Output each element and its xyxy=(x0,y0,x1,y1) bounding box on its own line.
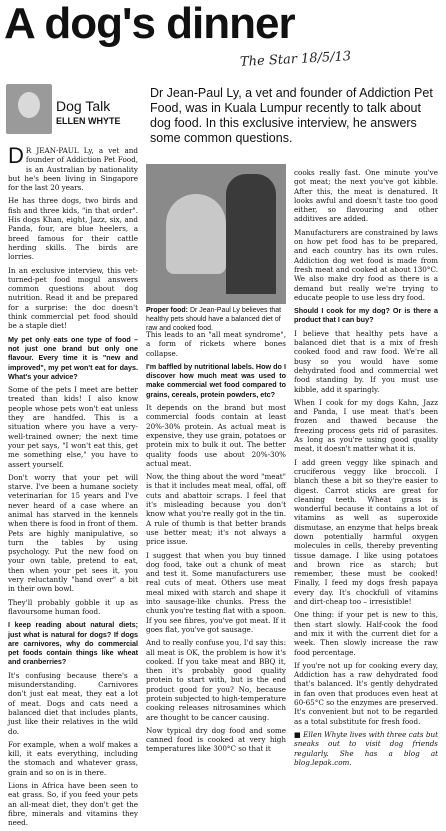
paragraph: Lions in Africa have been seen to eat grass. So, if you feed your pets an all-meat diet, they don't get the fibre, minerals and vitamins they need. xyxy=(8,781,138,828)
paragraph: Now, the thing about the word "meat" is that it includes meat meal, offal, off cuts and abattoir scraps. I feel that it's misleading because you don't know what you're really got in the tin. A rule of thumb is that better brands use better meat; it's not always a price issue. xyxy=(146,472,286,547)
paragraph: I suggest that when you buy tinned dog food, take out a chunk of meat and test it. Some manufacturers use real cuts of meat. Others use meat meal mixed with starch and shape it into sausage-like chunks. Press the chunk you're testing flat with a spoon. If you see fibres, you've got meat. If it goes flat, you've got sausage. xyxy=(146,550,286,634)
paragraph: R JEAN-PAUL Ly, a vet and founder of Addiction Pet Food, is an Australian by nationality but he's been living in Singapore for the last 20 years. xyxy=(8,146,138,193)
handwritten-note: The Star 18/5/13 xyxy=(239,49,352,70)
caption-label: Proper food: xyxy=(146,307,188,314)
intro-paragraph: Dr Jean-Paul Ly, a vet and founder of Addiction Pet Food, was in Kuala Lumpur recently to talk about dog food. In this exclusive interview, he answers some common questions. xyxy=(150,86,433,145)
paragraph: If you're not up for cooking every day, Addiction has a raw dehydrated food that's balanced. It's gently dehydrated in fan oven that produces even heat at 60-65°C so the enzymes are preserved. It's convenient but not to be regarded as a total substitute for fresh food. xyxy=(294,660,438,726)
paragraph: I add green veggy like spinach and cruciferous veggy like broccoli. I blanch these a bit so they're easier to digest. Carrot sticks are great for cleaning teeth. Wheat grass is wonderful because it contains a lot of vitamins as well as superoxide dismutase, an enzyme that helps break down potentially harmful oxygen molecules in cells, thereby preventing tissue damage. I like using potatoes and brown rice as starch; but remember, these must be cooked! Finally, I feed my dogs fresh papaya every day. It's chockfull of vitamins and dirt-cheap too – irresistible! xyxy=(294,457,438,607)
question: I keep reading about natural diets; just what is natural for dogs? If dogs are carnivores, why do commercial pet foods contain things like wheat and cranberries? xyxy=(8,620,138,667)
paragraph: It depends on the brand but most commercial foods contain at least 20%-30% protein. As actual meat is expensive, they use grain, potatoes or protein mix to bulk it out. The better quality foods use about 20%-30% actual meat. xyxy=(146,403,286,468)
paragraph: I believe that healthy pets have a balanced diet that is a mix of fresh cooked food and raw food. We're all busy so you would have some dehydrated food and commercial wet food standing by. If you must use kibble, add it sparingly. xyxy=(294,328,438,394)
paragraph: Some of the pets I meet are better treated than kids! I also know people whose pets won't eat unless they are handfed. This is a situation where you have a very-well-trained owner; the next time your pet says, "I won't eat this, get me something else," you have to assert yourself. xyxy=(8,385,138,469)
paragraph: Manufacturers are constrained by laws on how pet food has to be prepared, and each country has its own rules. Addiction dog wet food is made from fresh meat and cooked at about 130°C. We also make dry food as there is a demand but really we're trying to educate people to use less dry food. xyxy=(294,227,438,302)
column-3 xyxy=(294,168,438,771)
author-name: ELLEN WHYTE xyxy=(56,116,121,126)
caption-text: Dr Jean-Paul Ly believes that healthy pets should have a balanced diet of raw and cooked food. xyxy=(146,307,282,332)
question: My pet only eats one type of food – not just one brand but only one flavour. Every time it is "new and improved", my pet won't eat for days. What's your advice? xyxy=(8,334,138,381)
author-bio: ■ Ellen Whyte lives with three cats but sneaks out to visit dog friends regularly. She has a blog at blog.lepak.com. xyxy=(294,729,438,767)
column-1 xyxy=(8,143,138,831)
paragraph: This leads to an "all meat syndrome", a form of rickets where bones collapse. xyxy=(146,330,286,358)
question: I'm baffled by nutritional labels. How do I discover how much meat was used to make commercial wet food compared to grains, cereals, protein powders, etc? xyxy=(146,361,286,399)
paragraph: He has three dogs, two birds and fish and three kids, "in that order". His dogs Khan, eight, Jazz, six, and Panda, four, are blue heelers, a breed famous for their cattle herding skills. The birds are lorries. xyxy=(8,196,138,262)
byline xyxy=(6,76,146,136)
person-figure xyxy=(226,174,276,294)
paragraph: Now typical dry dog food and some canned food is cooked at very high temperatures like 300°C so that it xyxy=(146,725,286,754)
paragraph: One thing: if your pet is new to this, then start slowly. Half-cook the food and mix it with the current diet for a week. Then slowly increase the raw food percentage. xyxy=(294,610,438,657)
paragraph: It's confusing because there's a misunderstanding. Carnivores don't just eat meat, they eat a lot of meat. Dogs and cats need a balanced diet that includes plants, just like their relatives in the wild do. xyxy=(8,670,138,736)
vet-with-dog-photo xyxy=(146,164,286,304)
paragraph: When I cook for my dogs Kahn, Jazz and Panda, I use meat that's been frozen and thawed because the freezing process gets rid of parasites. As long as you're using good quality meat, it doesn't matter what it is. xyxy=(294,397,438,454)
column-name: Dog Talk xyxy=(56,98,111,114)
photo-caption xyxy=(146,306,286,333)
drop-cap: D xyxy=(8,143,24,168)
paragraph: They'll probably gobble it up as flavoursome human food. xyxy=(8,597,138,616)
author-photo xyxy=(6,84,52,134)
paragraph: cooks really fast. One minute you've got meat; the next you've got kibble. After this, the meat is denatured. It looks awful and doesn't taste too good either, so flavouring and other additives are added. xyxy=(294,168,438,224)
question: Should I cook for my dog? Or is there a product that I can buy? xyxy=(294,306,438,325)
paragraph: Don't worry that your pet will starve. I've been a humane society veterinarian for 15 years and I've never heard of a case where an animal has starved in the kennels when there is food in front of them. Pets are highly manipulative, so turn the tables by using psychology. Put the new food on your own table, pretend to eat, then when your pet sees it, you very reluctantly "hand over" a bit in their own bowl. xyxy=(8,472,138,594)
paragraph: For example, when a wolf makes a kill, it eats everything, including the stomach and whatever grass, grain and so on is in there. xyxy=(8,739,138,777)
headline: A dog's dinner xyxy=(4,0,295,48)
paragraph: And to really confuse you, I'd say this: all meat is OK, the problem is how it's cooked. If you take meat and BBQ it, then it's probably good quality protein to start with, but is the end product good for you? No, because protein subjected to high-temperature cooking releases nitrosamines which are thought to be cancer causing. xyxy=(146,638,286,722)
column-2 xyxy=(146,330,286,758)
dog-figure xyxy=(166,194,226,274)
paragraph: In an exclusive interview, this vet-turned-pet food mogul answers common questions about dog nutrition. Read it and be prepared for a surprise: the doc doesn't think commercial pet food should be a staple diet! xyxy=(8,265,138,331)
